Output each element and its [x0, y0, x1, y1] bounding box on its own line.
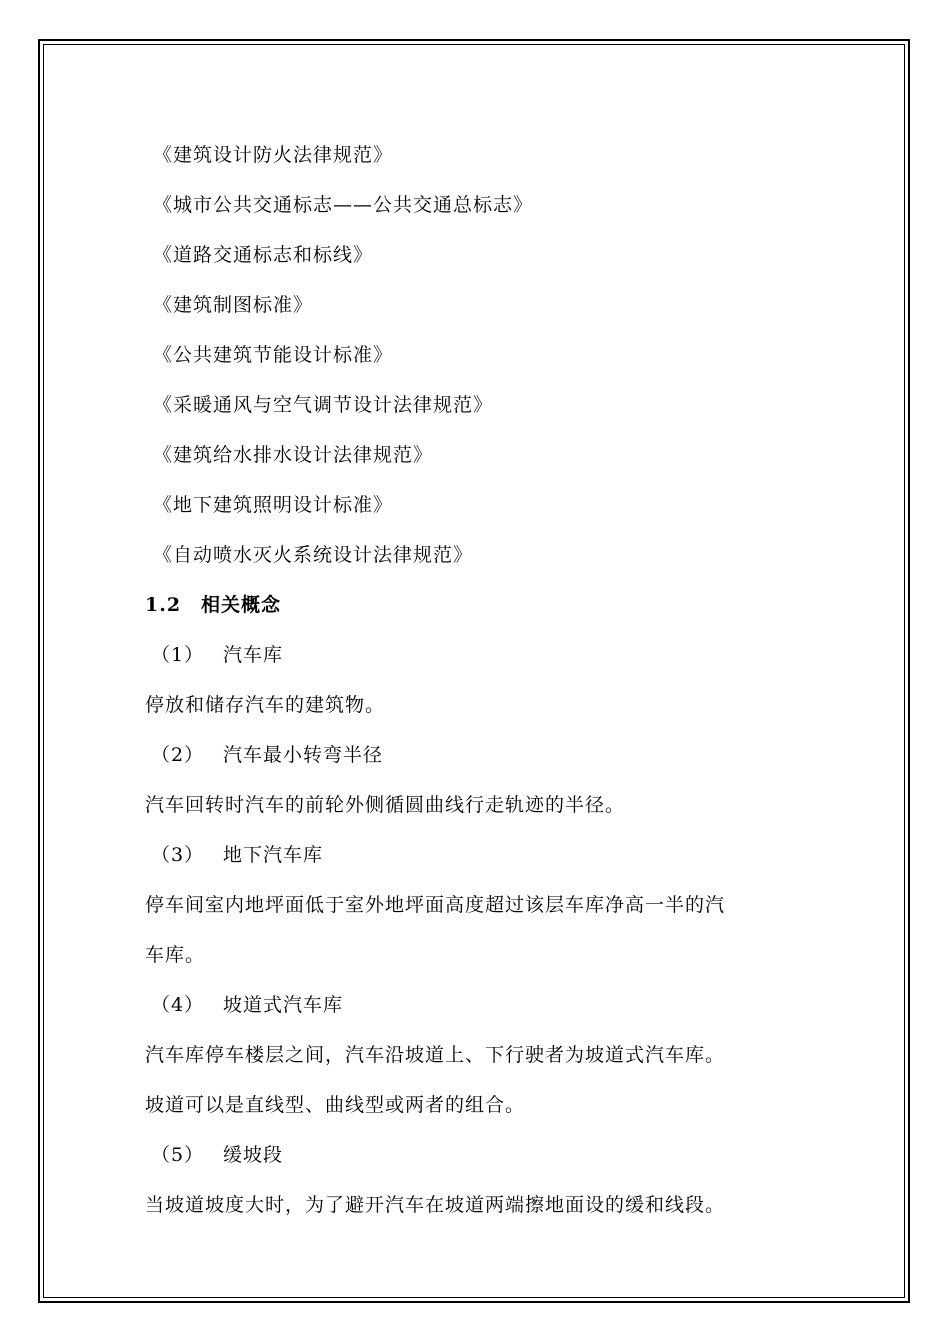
concept-term-label: 地下汽车库: [223, 844, 324, 866]
concept-description: 车库。: [145, 944, 206, 966]
reference-item: 《道路交通标志和标线》: [153, 244, 374, 266]
concept-term: [145, 980, 825, 1030]
reference-item: 《自动喷水灭火系统设计法律规范》: [153, 544, 474, 566]
reference-item: 《地下建筑照明设计标准》: [153, 494, 394, 516]
concept-term: [145, 1130, 825, 1180]
concept-term: [145, 730, 825, 780]
concept-description: 坡道可以是直线型、曲线型或两者的组合。: [145, 1094, 526, 1116]
concept-term-label: 坡道式汽车库: [223, 994, 344, 1016]
section-heading: [145, 580, 825, 630]
reference-item: 《公共建筑节能设计标准》: [153, 344, 394, 366]
reference-item: 《城市公共交通标志——公共交通总标志》: [153, 194, 534, 216]
concept-term-label: 汽车库: [223, 644, 284, 666]
concept-number: （4）: [151, 994, 205, 1016]
concept-term: [145, 630, 825, 680]
reference-item: 《采暖通风与空气调节设计法律规范》: [153, 394, 494, 416]
concept-term-label: 汽车最小转弯半径: [223, 744, 384, 766]
concept-description: 汽车库停车楼层之间，汽车沿坡道上、下行驶者为坡道式汽车库。: [145, 1044, 726, 1066]
section-title: 相关概念: [201, 594, 282, 616]
concept-description: 停车间室内地坪面低于室外地坪面高度超过该层车库净高一半的汽: [145, 894, 726, 916]
reference-item: 《建筑给水排水设计法律规范》: [153, 444, 434, 466]
concept-description: 停放和储存汽车的建筑物。: [145, 694, 386, 716]
concept-number: （5）: [151, 1144, 205, 1166]
concept-number: （1）: [151, 644, 205, 666]
section-number: 1.2: [145, 594, 182, 616]
concept-number: （2）: [151, 744, 205, 766]
reference-item: 《建筑制图标准》: [153, 294, 314, 316]
document-body: [145, 130, 825, 1230]
concept-term: [145, 830, 825, 880]
concept-description: 汽车回转时汽车的前轮外侧循圆曲线行走轨迹的半径。: [145, 794, 626, 816]
reference-item: 《建筑设计防火法律规范》: [153, 144, 394, 166]
concept-term-label: 缓坡段: [223, 1144, 284, 1166]
concept-number: （3）: [151, 844, 205, 866]
concept-description: 当坡道坡度大时，为了避开汽车在坡道两端擦地面设的缓和线段。: [145, 1194, 726, 1216]
